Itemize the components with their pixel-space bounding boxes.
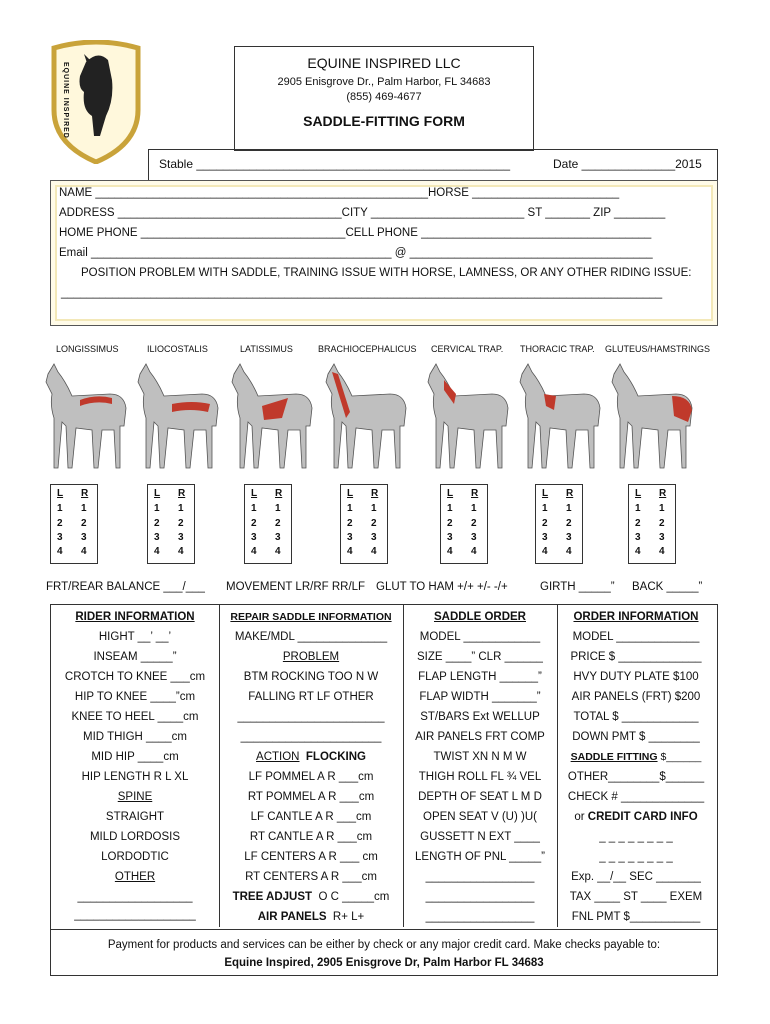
saddle-order-blank[interactable]: _________________ [425,891,535,903]
horse-brachiocephalicus-diagram [320,360,414,480]
company-phone: (855) 469-4677 [346,91,422,103]
email-field[interactable]: Email _______________________________________________ @ ______________________________________ [59,247,653,259]
saddle-order-field[interactable]: TWIST XN N M W [433,751,527,763]
lr-score-table[interactable]: L R 1 1 2 2 3 3 4 4 [628,484,676,564]
saddle-order-field[interactable]: LENGTH OF PNL _____” [415,851,545,863]
make-model-field[interactable]: MAKE/MDL ______________ [234,631,388,643]
rider-info-title: RIDER INFORMATION [75,611,195,623]
payment-address: Equine Inspired, 2905 Enisgrove Dr, Palm Harbor FL 34683 [224,957,544,969]
lr-score-table[interactable]: L R 1 1 2 2 3 3 4 4 [50,484,98,564]
name-horse-field[interactable]: NAME ____________________________________________________HORSE _______________________ [59,187,620,199]
muscle-label: BRACHIOCEPHALICUS [318,344,417,354]
stable-field[interactable]: Stable _______________________________________________ [159,157,511,171]
rider-field[interactable]: MID HIP ____cm [91,751,179,763]
lr-score-table[interactable]: L R 1 1 2 2 3 3 4 4 [440,484,488,564]
muscle-label: CERVICAL TRAP. [431,344,504,354]
order-info-field[interactable]: DOWN PMT $ ________ [572,731,700,743]
saddle-fitting-field[interactable]: SADDLE FITTING $______ [570,751,702,763]
saddle-order-column [403,605,558,927]
muscle-label: THORACIC TRAP. [520,344,595,354]
rider-field[interactable]: KNEE TO HEEL ____cm [71,711,199,723]
spine-option[interactable]: STRAIGHT [105,811,165,823]
order-info-column [557,605,715,927]
horse-gluteus-hamstrings-diagram [606,360,700,480]
girth-field[interactable]: GIRTH _____” [540,581,615,593]
horse-latissimus-diagram [226,360,320,480]
company-name: EQUINE INSPIRED LLC [307,55,461,71]
final-payment-field[interactable]: FNL PMT $___________ [571,911,701,923]
problem-heading: PROBLEM [282,651,340,663]
saddle-order-field[interactable]: SIZE ____” CLR ______ [417,651,543,663]
saddle-order-field[interactable]: MODEL ____________ [419,631,541,643]
order-info-title: ORDER INFORMATION [573,611,699,623]
air-panels-field[interactable]: AIR PANELS R+ L+ [257,911,365,923]
frt-rear-balance-field[interactable]: FRT/REAR BALANCE ___/___ [46,581,205,593]
spine-heading: SPINE [117,791,153,803]
rider-field[interactable]: HIP LENGTH R L XL [81,771,189,783]
payment-note [51,929,717,976]
flocking-field[interactable]: LF CENTERS A R ___ cm [244,851,378,863]
customer-info-box [50,180,718,326]
saddle-order-field[interactable]: OPEN SEAT V (U) )U( [423,811,537,823]
rider-field[interactable]: INSEAM _____” [93,651,177,663]
horse-longissimus-diagram [40,360,134,480]
movement-field[interactable]: MOVEMENT LR/RF RR/LF [226,581,366,593]
saddle-order-field[interactable]: FLAP WIDTH _______” [419,691,541,703]
saddle-order-blank[interactable]: _________________ [425,911,535,923]
company-address: 2905 Enisgrove Dr., Palm Harbor, FL 34683 [277,76,491,88]
saddle-order-field[interactable]: THIGH ROLL FL ¾ VEL [418,771,542,783]
muscle-label: ILIOCOSTALIS [147,344,208,354]
rider-field[interactable]: CROTCH TO KNEE ___cm [64,671,206,683]
order-other-field[interactable]: OTHER________$______ [567,771,705,783]
rider-field[interactable]: HIP TO KNEE ____”cm [74,691,196,703]
order-info-field[interactable]: MODEL _____________ [572,631,700,643]
repair-info-column [219,605,404,927]
horse-cervical-trap-diagram [422,360,516,480]
repair-problem-option[interactable]: FALLING RT LF OTHER [248,691,374,703]
saddle-order-blank[interactable]: _________________ [425,871,535,883]
rider-field[interactable]: HIGHT __’ __’ [98,631,172,643]
spine-option[interactable]: LORDODTIC [101,851,169,863]
credit-card-heading: or CREDIT CARD INFO [574,811,698,823]
spine-option[interactable]: MILD LORDOSIS [89,831,181,843]
order-info-field[interactable]: PRICE $ _____________ [570,651,702,663]
horse-iliocostalis-diagram [132,360,226,480]
repair-problem-option[interactable]: BTM ROCKING TOO N W [243,671,379,683]
rider-field[interactable]: MID THIGH ____cm [83,731,187,743]
rider-blank-line[interactable]: __________________ [77,891,193,903]
horse-thoracic-trap-diagram [514,360,608,480]
flocking-field[interactable]: RT POMMEL A R ___cm [247,791,375,803]
repair-blank-line[interactable]: _______________________ [237,711,385,723]
header-box [234,46,534,151]
saddle-order-field[interactable]: FLAP LENGTH ______” [418,671,542,683]
muscle-label: GLUTEUS/HAMSTRINGS [605,344,711,354]
flocking-field[interactable]: RT CENTERS A R ___cm [245,871,377,883]
order-info-field[interactable]: HVY DUTY PLATE $100 [573,671,699,683]
glut-to-ham-field[interactable]: GLUT TO HAM +/+ +/- -/+ [376,581,508,593]
company-logo [48,40,144,164]
saddle-order-field[interactable]: AIR PANELS FRT COMP [415,731,545,743]
problem-label: POSITION PROBLEM WITH SADDLE, TRAINING ISSUE WITH HORSE, LAMNESS, OR ANY OTHER RIDING ISSUE: [81,267,692,279]
flocking-field[interactable]: RT CANTLE A R ___cm [249,831,373,843]
repair-info-title: REPAIR SADDLE INFORMATION [230,611,392,623]
spine-other[interactable]: OTHER [114,871,156,883]
action-flocking-heading: ACTION FLOCKING [256,751,366,763]
card-number-field[interactable]: _ _ _ _ _ _ _ _ [599,851,673,863]
stable-date-row [148,149,718,181]
lr-score-table[interactable]: L R 1 1 2 2 3 3 4 4 [147,484,195,564]
saddle-order-title: SADDLE ORDER [433,611,526,623]
order-info-field[interactable]: TOTAL $ ____________ [573,711,699,723]
logo-text: EQUINE INSPIRED [62,62,69,139]
saddle-order-field[interactable]: DEPTH OF SEAT L M D [418,791,542,803]
rider-blank-line[interactable]: ___________________ [74,909,196,921]
payment-line: Payment for products and services can be either by check or any major credit card. Make checks payable to: [107,939,661,951]
muscle-label: LATISSIMUS [240,344,293,354]
date-field[interactable]: Date ______________2015 [553,157,702,171]
saddle-order-field[interactable]: ST/BARS Ext WELLUP [420,711,540,723]
problem-field[interactable]: ______________________________________________________________________________________________ [61,287,663,299]
order-grid [50,604,718,976]
card-number-field[interactable]: _ _ _ _ _ _ _ _ [599,831,673,843]
muscle-label: LONGISSIMUS [56,344,119,354]
lr-score-table[interactable]: L R 1 1 2 2 3 3 4 4 [340,484,388,564]
lr-score-table[interactable]: L R 1 1 2 2 3 3 4 4 [244,484,292,564]
repair-blank-line[interactable]: ______________________ [240,731,382,743]
saddle-order-field[interactable]: GUSSETT N EXT ____ [420,831,540,843]
check-number-field[interactable]: CHECK # _____________ [567,791,705,803]
phone-field[interactable]: HOME PHONE ________________________________CELL PHONE ____________________________________ [59,227,652,239]
expiry-sec-field[interactable]: Exp. __/__ SEC _______ [571,871,701,883]
tree-adjust-field[interactable]: TREE ADJUST O C _____cm [232,891,390,903]
flocking-field[interactable]: LF CANTLE A R ___cm [250,811,372,823]
form-title: SADDLE-FITTING FORM [303,113,465,129]
flocking-field[interactable]: LF POMMEL A R ___cm [248,771,374,783]
address-field[interactable]: ADDRESS ___________________________________CITY ________________________ ST _______ ZIP ________ [59,207,666,219]
back-field[interactable]: BACK _____” [632,581,703,593]
order-info-field[interactable]: AIR PANELS (FRT) $200 [571,691,701,703]
tax-field[interactable]: TAX ____ ST ____ EXEM [569,891,703,903]
lr-score-table[interactable]: L R 1 1 2 2 3 3 4 4 [535,484,583,564]
rider-info-column [51,605,220,927]
